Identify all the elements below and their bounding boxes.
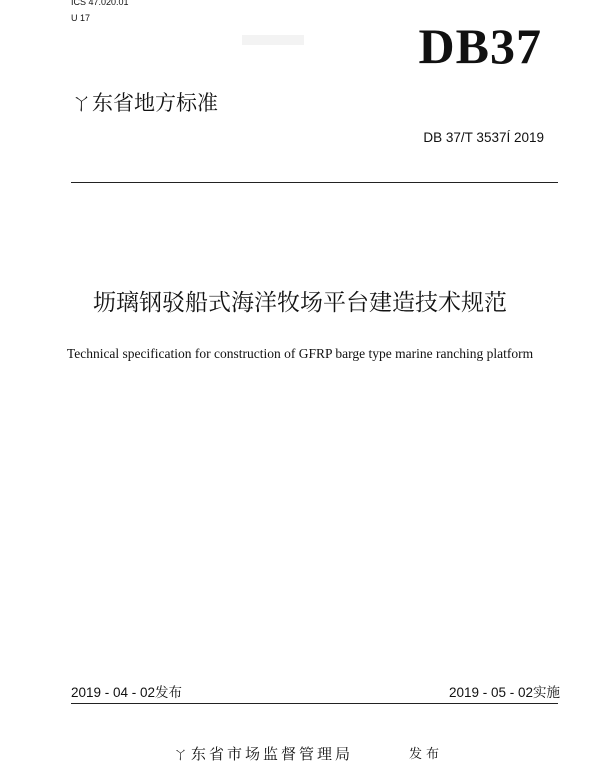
issuing-authority: ㄚ东省市场监督管理局: [173, 745, 354, 763]
document-title-en: Technical specification for construction of GFRP barge type marine ranching platform: [66, 346, 534, 361]
publish-label: 发布: [409, 747, 444, 762]
bottom-divider: [71, 703, 558, 704]
issue-date: 2019 - 04 - 02发布: [71, 685, 183, 700]
classification-code: U 17: [71, 13, 91, 23]
implementation-date: 2019 - 05 - 02实施: [448, 685, 560, 700]
standard-logo: DB37: [418, 18, 542, 74]
standard-type: ㄚ东省地方标准: [71, 91, 218, 115]
standard-number: DB 37/T 3537Í 2019: [423, 130, 544, 145]
faint-mark: [242, 35, 304, 45]
document-title-zh: 坜璃钢驳船式海洋牧场平台建造技术规范: [93, 290, 507, 316]
top-divider: [71, 182, 558, 183]
ics-code: ICS 47.020.01: [71, 0, 129, 7]
